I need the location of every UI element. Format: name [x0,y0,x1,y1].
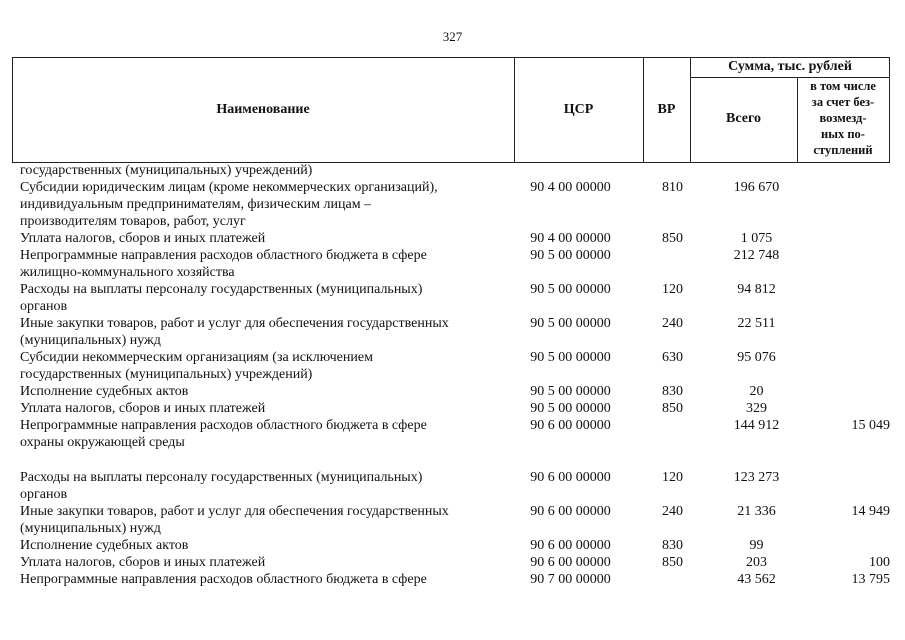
header-free-line: ных по- [821,127,865,141]
header-sum-group: Сумма, тыс. рублей [728,59,852,74]
table-row [20,162,890,179]
row-name-line: Непрограммные направления расходов областного бюджета в сфере [20,572,427,587]
row-vr: 830 [662,538,684,553]
row-free-receipts [819,247,890,281]
table-row [20,349,890,383]
row-csr [530,162,651,179]
row-name-line: государственных (муниципальных) учреждений) [20,163,313,178]
row-total: 212 748 [733,248,780,263]
row-total: 95 076 [737,350,776,365]
row-total: 1 075 [740,231,773,246]
row-free-receipts [819,230,890,247]
row-total: 43 562 [737,572,776,587]
header-free-line: ступлений [813,143,873,157]
row-total: 329 [746,401,768,416]
row-name [20,315,512,349]
row-free-receipts: 100 [868,555,890,570]
table-row [20,400,890,417]
row-total: 20 [749,384,764,399]
row-name [20,537,512,554]
row-vr: 850 [662,231,684,246]
row-total: 94 812 [737,282,776,297]
row-name-line: органов [20,487,68,502]
row-free-receipts [819,383,890,400]
row-name-line: Расходы на выплаты персоналу государственных (муниципальных) [20,470,423,485]
row-name-line: Уплата налогов, сборов и иных платежей [20,231,266,246]
row-csr: 90 5 00 00000 [530,401,611,416]
header-name: Наименование [216,102,310,117]
row-free-receipts: 15 049 [851,418,890,433]
row-vr: 630 [662,350,684,365]
header-free-line: в том числе [810,79,876,93]
row-vr [651,162,694,179]
row-name [20,179,512,230]
row-name-line: Уплата налогов, сборов и иных платежей [20,401,266,416]
row-free-receipts: 14 949 [851,504,890,519]
row-name [20,383,512,400]
row-csr: 90 4 00 00000 [530,231,611,246]
row-free-receipts [819,537,890,554]
row-vr: 240 [662,316,684,331]
row-free-receipts [819,469,890,503]
row-name [20,281,512,315]
table-header [12,57,890,163]
row-name [20,469,512,503]
row-csr: 90 6 00 00000 [530,538,611,553]
row-name [20,349,512,383]
row-vr: 850 [662,555,684,570]
row-name-line: Субсидии некоммерческим организациям (за исключением [20,350,373,365]
table-row [20,281,890,315]
table-row [20,537,890,554]
table-body [20,162,890,588]
header-free-receipts [797,78,889,158]
header-free-line: за счет без- [811,95,875,109]
row-name-line: Непрограммные направления расходов областного бюджета в сфере [20,418,427,433]
row-name-line: Уплата налогов, сборов и иных платежей [20,555,266,570]
row-name [20,554,512,571]
row-csr: 90 6 00 00000 [530,555,611,570]
row-name-line: (муниципальных) нужд [20,521,161,536]
row-name [20,417,512,451]
row-name-line: органов [20,299,68,314]
row-csr: 90 5 00 00000 [530,384,611,399]
row-csr: 90 6 00 00000 [530,504,611,519]
row-name-line: государственных (муниципальных) учреждений) [20,367,313,382]
table-row [20,383,890,400]
row-total: 21 336 [737,504,776,519]
row-name-line: индивидуальным предпринимателям, физическим лицам – [20,197,372,212]
row-name-line: производителям товаров, работ, услуг [20,214,246,229]
row-free-receipts [819,400,890,417]
row-name-line: Непрограммные направления расходов областного бюджета в сфере [20,248,427,263]
row-free-receipts [819,315,890,349]
table-row [20,315,890,349]
row-csr: 90 5 00 00000 [530,350,611,365]
row-total: 196 670 [733,180,780,195]
row-csr: 90 5 00 00000 [530,248,611,263]
header-csr: ЦСР [563,102,594,117]
row-free-receipts [819,281,890,315]
row-name-line: Иные закупки товаров, работ и услуг для обеспечения государственных [20,316,449,331]
row-vr: 810 [662,180,684,195]
table-row [20,179,890,230]
row-csr: 90 6 00 00000 [530,418,611,433]
table-row [20,554,890,571]
row-name-line: Иные закупки товаров, работ и услуг для обеспечения государственных [20,504,449,519]
row-csr: 90 5 00 00000 [530,316,611,331]
table-row [20,247,890,281]
header-top-rule [12,57,890,58]
row-name [20,503,512,537]
table-row [20,230,890,247]
row-vr [651,417,694,451]
row-name-line: (муниципальных) нужд [20,333,161,348]
row-free-receipts [819,349,890,383]
header-free-line: возмезд- [819,111,867,125]
table-row [20,571,890,588]
row-total: 144 912 [733,418,780,433]
row-name [20,162,512,179]
row-vr [651,247,694,281]
row-csr: 90 5 00 00000 [530,282,611,297]
row-name-line: Исполнение судебных актов [20,538,189,553]
row-total: 22 511 [737,316,776,331]
row-total: 123 273 [733,470,780,485]
row-name [20,230,512,247]
row-total: 99 [749,538,764,553]
row-vr: 240 [662,504,684,519]
row-name-line: жилищно-коммунального хозяйства [20,265,235,280]
row-free-receipts: 13 795 [851,572,890,587]
row-csr: 90 7 00 00000 [530,572,611,587]
row-vr: 830 [662,384,684,399]
row-vr: 850 [662,401,684,416]
row-name-line: Исполнение судебных актов [20,384,189,399]
table-row [20,503,890,537]
row-total: 203 [746,555,768,570]
header-total: Всего [726,111,761,126]
row-name-line: Субсидии юридическим лицам (кроме некоммерческих организаций), [20,180,438,195]
row-name [20,247,512,281]
row-vr [651,571,694,588]
row-name-line: охраны окружающей среды [20,435,185,450]
row-free-receipts [819,179,890,230]
table-row [20,469,890,503]
row-spacer [20,451,890,469]
page-number: 327 [442,29,463,44]
table-row [20,417,890,451]
row-csr: 90 4 00 00000 [530,180,611,195]
row-csr: 90 6 00 00000 [530,470,611,485]
row-vr: 120 [662,470,684,485]
header-vr: ВР [657,102,676,117]
row-total [694,162,819,179]
row-free-receipts [819,162,890,179]
row-name-line: Расходы на выплаты персоналу государственных (муниципальных) [20,282,423,297]
row-name [20,400,512,417]
row-name [20,571,512,588]
row-vr: 120 [662,282,684,297]
